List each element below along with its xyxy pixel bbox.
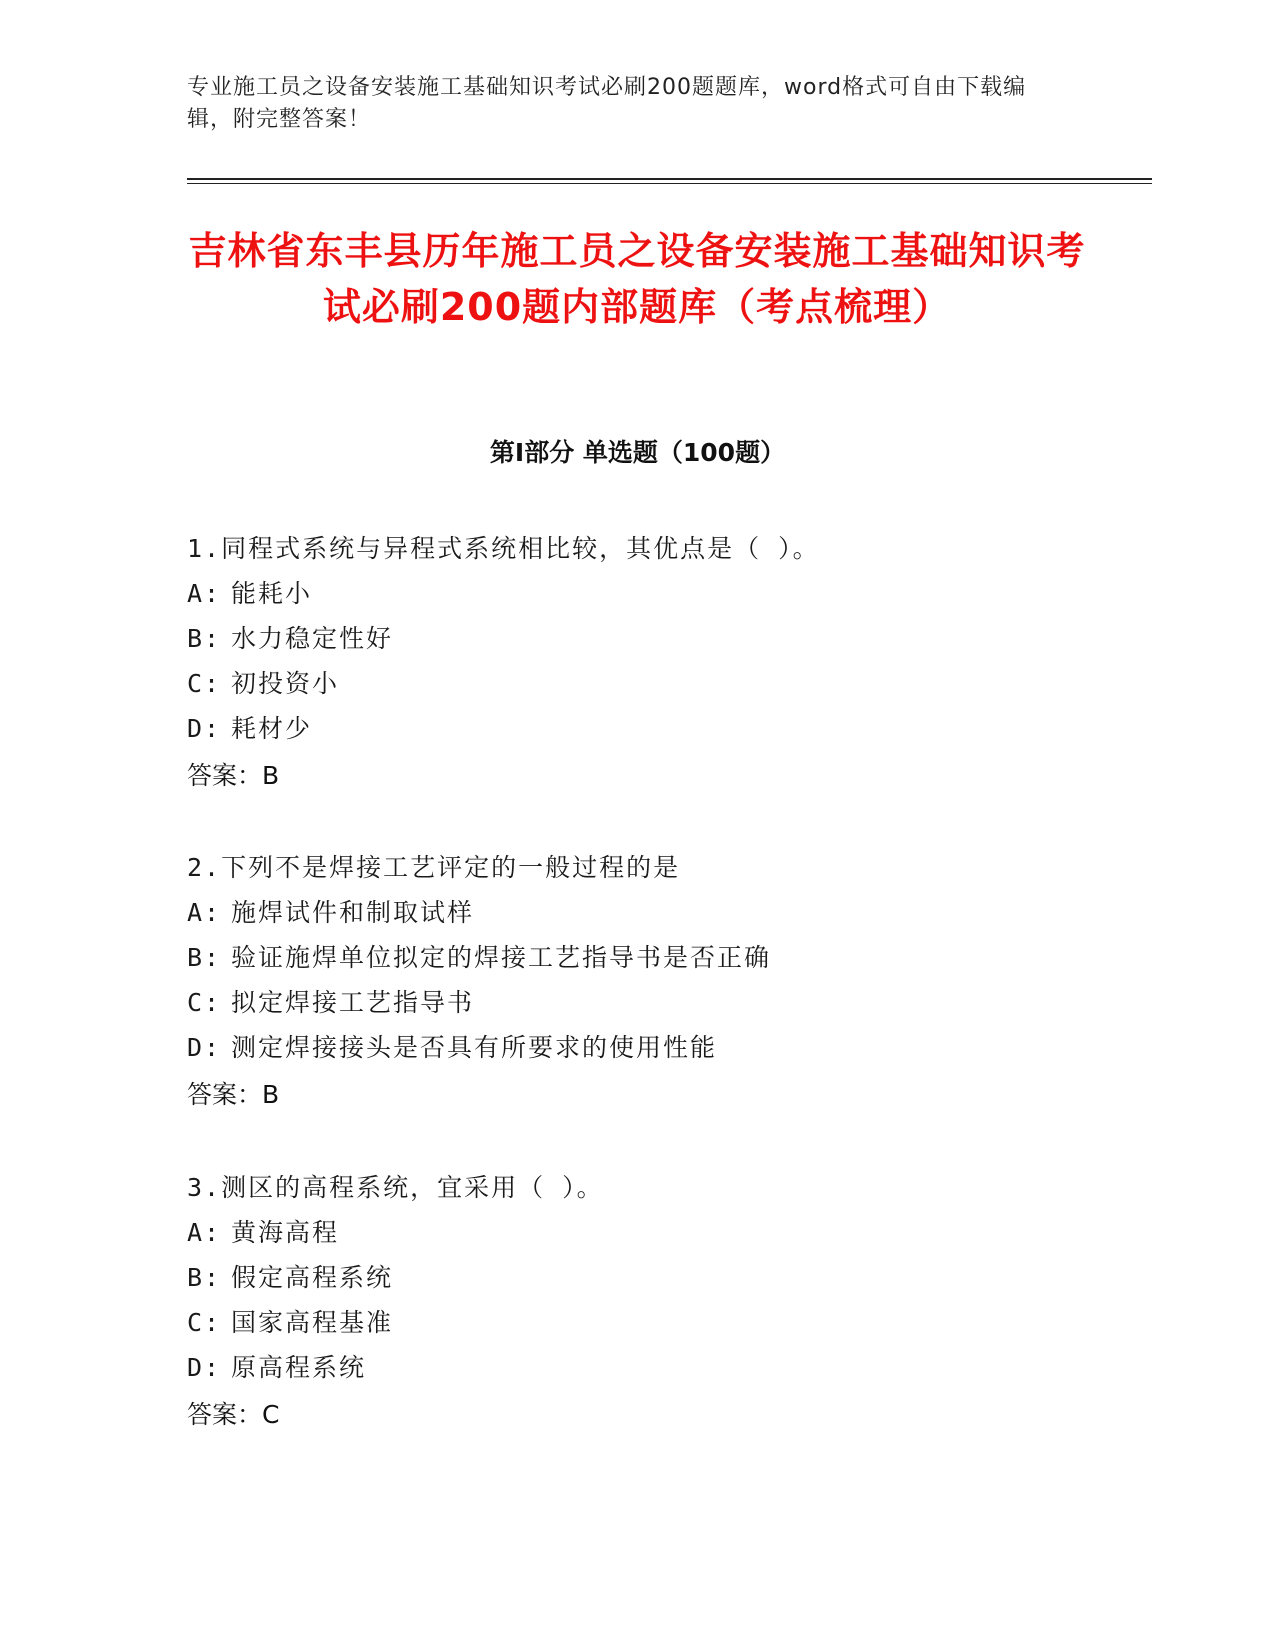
question-stem: 1.同程式系统与异程式系统相比较，其优点是（ ）。 (187, 534, 820, 563)
header-divider-thin (187, 183, 1152, 184)
option-text: 能耗小 (231, 579, 313, 608)
option-text: 初投资小 (231, 669, 340, 698)
option-letter: D: (187, 714, 222, 743)
option-d (187, 1345, 1087, 1390)
option-letter: B: (187, 624, 222, 653)
answer-line: 答案：C (187, 1400, 280, 1429)
option-letter: D: (187, 1033, 222, 1062)
section-heading: 第I部分 单选题（100题） (489, 438, 786, 467)
question-1 (187, 526, 1087, 798)
option-b (187, 1255, 1087, 1300)
question-stem: 3.测区的高程系统，宜采用（ ）。 (187, 1173, 604, 1202)
option-letter: D: (187, 1353, 222, 1382)
header-divider (187, 178, 1152, 180)
option-text: 原高程系统 (231, 1353, 367, 1382)
option-letter: A: (187, 898, 222, 927)
question-3 (187, 1165, 1087, 1437)
option-text: 拟定焊接工艺指导书 (231, 988, 475, 1017)
answer-line: 答案：B (187, 1080, 280, 1109)
option-text: 国家高程基准 (231, 1308, 394, 1337)
option-text: 测定焊接接头是否具有所要求的使用性能 (231, 1033, 718, 1062)
option-text: 耗材少 (231, 714, 313, 743)
option-c (187, 980, 1087, 1025)
option-text: 水力稳定性好 (231, 624, 394, 653)
option-text: 假定高程系统 (231, 1263, 394, 1292)
option-letter: B: (187, 1263, 222, 1292)
option-text: 验证施焊单位拟定的焊接工艺指导书是否正确 (231, 943, 772, 972)
option-c (187, 1300, 1087, 1345)
question-2 (187, 845, 1087, 1117)
option-d (187, 706, 1087, 751)
document-title: 吉林省东丰县历年施工员之设备安装施工基础知识考试必刷200题内部题库（考点梳理） (188, 229, 1086, 329)
header-note: 专业施工员之设备安装施工基础知识考试必刷200题题库，word格式可自由下载编辑，附完整答案！ (187, 75, 1027, 132)
option-letter: C: (187, 1308, 222, 1337)
option-d (187, 1025, 1087, 1070)
option-letter: A: (187, 579, 222, 608)
option-letter: A: (187, 1218, 222, 1247)
option-text: 黄海高程 (231, 1218, 340, 1247)
option-a (187, 1210, 1087, 1255)
option-c (187, 661, 1087, 706)
option-letter: C: (187, 988, 222, 1017)
option-a (187, 571, 1087, 616)
option-letter: B: (187, 943, 222, 972)
answer-line: 答案：B (187, 761, 280, 790)
option-letter: C: (187, 669, 222, 698)
option-b (187, 616, 1087, 661)
option-a (187, 890, 1087, 935)
question-stem: 2.下列不是焊接工艺评定的一般过程的是 (187, 853, 681, 882)
option-b (187, 935, 1087, 980)
option-text: 施焊试件和制取试样 (231, 898, 475, 927)
